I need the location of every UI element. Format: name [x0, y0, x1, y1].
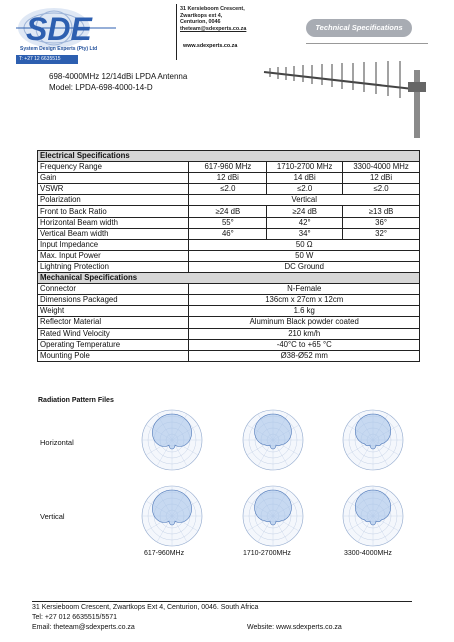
row-label: Rated Wind Velocity — [38, 328, 189, 339]
freq-label-mid: 1710-2700MHz — [243, 550, 291, 557]
company-logo — [16, 6, 166, 64]
vertical-label: Vertical — [40, 512, 65, 521]
row-value: 55° — [189, 217, 267, 228]
row-value: ≤2.0 — [267, 184, 343, 195]
row-value: -40°C to +65 °C — [189, 339, 420, 350]
vertical-pattern-plot — [241, 484, 305, 548]
freq-label-low: 617-960MHz — [144, 550, 185, 557]
row-value: 42° — [267, 217, 343, 228]
spec-table — [37, 150, 420, 362]
row-value: Ø38-Ø52 mm — [189, 350, 420, 361]
table-row — [38, 195, 420, 206]
horizontal-pattern-plot — [241, 408, 305, 472]
tech-spec-badge: Technical Specifications — [306, 19, 412, 37]
row-value: 210 km/h — [189, 328, 420, 339]
table-row — [38, 317, 420, 328]
row-label: Operating Temperature — [38, 339, 189, 350]
row-label: Reflector Material — [38, 317, 189, 328]
row-label: VSWR — [38, 184, 189, 195]
table-row — [38, 339, 420, 350]
svg-text:SDE: SDE — [26, 11, 92, 47]
table-row — [38, 350, 420, 361]
table-row — [38, 173, 420, 184]
freq-label-high: 3300-4000MHz — [344, 550, 392, 557]
vertical-pattern-plot — [140, 484, 204, 548]
table-row — [38, 250, 420, 261]
address-line: Zwartkops ext 4, — [180, 12, 223, 19]
row-value: 136cm x 27cm x 12cm — [189, 295, 420, 306]
row-value: 3300-4000 MHz — [343, 162, 420, 173]
row-value: 50 W — [189, 250, 420, 261]
row-label: Vertical Beam width — [38, 228, 189, 239]
product-title — [49, 71, 187, 93]
horizontal-label: Horizontal — [40, 438, 74, 447]
row-label: Gain — [38, 173, 189, 184]
table-row — [38, 295, 420, 306]
row-label: Input Impedance — [38, 239, 189, 250]
footer-address: 31 Kersieboom Crescent, Zwartkops Ext 4, Centurion, 0046. South Africa — [32, 604, 259, 611]
row-label: Horizontal Beam width — [38, 217, 189, 228]
address-line: 31 Kersieboom Crescent, — [180, 6, 245, 12]
row-value: 50 Ω — [189, 239, 420, 250]
product-model: Model: LPDA-698-4000-14-D — [49, 83, 153, 92]
footer-website-link[interactable]: Website: www.sdexperts.co.za — [247, 624, 342, 631]
table-row — [38, 206, 420, 217]
radiation-title: Radiation Pattern Files — [38, 397, 114, 404]
table-row — [38, 217, 420, 228]
row-label: Connector — [38, 284, 189, 295]
row-value: DC Ground — [189, 261, 420, 272]
row-value: 617-960 MHz — [189, 162, 267, 173]
table-row — [38, 261, 420, 272]
table-row — [38, 284, 420, 295]
row-label: Front to Back Ratio — [38, 206, 189, 217]
electrical-header-row — [38, 151, 420, 162]
row-label: Dimensions Packaged — [38, 295, 189, 306]
phone-badge: T: +27 12 6635515 — [16, 55, 78, 64]
row-label: Mounting Pole — [38, 350, 189, 361]
footer-divider — [32, 601, 412, 602]
header-website-link[interactable]: www.sdexperts.co.za — [183, 43, 238, 49]
row-value: 12 dBi — [189, 173, 267, 184]
table-row — [38, 306, 420, 317]
row-value: 1710-2700 MHz — [267, 162, 343, 173]
mechanical-header-row — [38, 273, 420, 284]
footer-email-link[interactable]: Email: theteam@sdexperts.co.za — [32, 624, 135, 631]
row-label: Max. Input Power — [38, 250, 189, 261]
row-value: ≤2.0 — [189, 184, 267, 195]
header-divider — [176, 4, 177, 60]
row-value: N-Female — [189, 284, 420, 295]
row-value: 46° — [189, 228, 267, 239]
row-value: 36° — [343, 217, 420, 228]
row-value: 34° — [267, 228, 343, 239]
row-label: Lightning Protection — [38, 261, 189, 272]
mechanical-title: Mechanical Specifications — [38, 273, 420, 284]
table-row — [38, 328, 420, 339]
row-value: Aluminum Black powder coated — [189, 317, 420, 328]
horizontal-pattern-plot — [341, 408, 405, 472]
row-value: ≤2.0 — [343, 184, 420, 195]
row-value: 14 dBi — [267, 173, 343, 184]
footer-tel: Tel: +27 012 6635515/5571 — [32, 614, 118, 621]
antenna-image — [262, 60, 432, 138]
row-value: ≥24 dB — [189, 206, 267, 217]
badge-underline — [306, 43, 428, 44]
horizontal-pattern-plot — [140, 408, 204, 472]
table-row — [38, 162, 420, 173]
row-label: Polarization — [38, 195, 189, 206]
company-name: System Design Experts (Pty) Ltd — [20, 46, 98, 52]
product-description: 698-4000MHz 12/14dBi LPDA Antenna — [49, 72, 188, 81]
row-label: Frequency Range — [38, 162, 189, 173]
row-label: Weight — [38, 306, 189, 317]
electrical-title: Electrical Specifications — [38, 151, 420, 162]
table-row — [38, 184, 420, 195]
row-value: 12 dBi — [343, 173, 420, 184]
row-value: ≥13 dB — [343, 206, 420, 217]
row-value: ≥24 dB — [267, 206, 343, 217]
address-line: Centurion, 0046 — [180, 19, 221, 26]
row-value: 1.6 kg — [189, 306, 420, 317]
header-address — [180, 6, 246, 32]
header-email-link[interactable]: theteam@sdexperts.co.za — [180, 25, 247, 32]
row-value: 32° — [343, 228, 420, 239]
table-row — [38, 228, 420, 239]
vertical-pattern-plot — [341, 484, 405, 548]
table-row — [38, 239, 420, 250]
row-value: Vertical — [189, 195, 420, 206]
